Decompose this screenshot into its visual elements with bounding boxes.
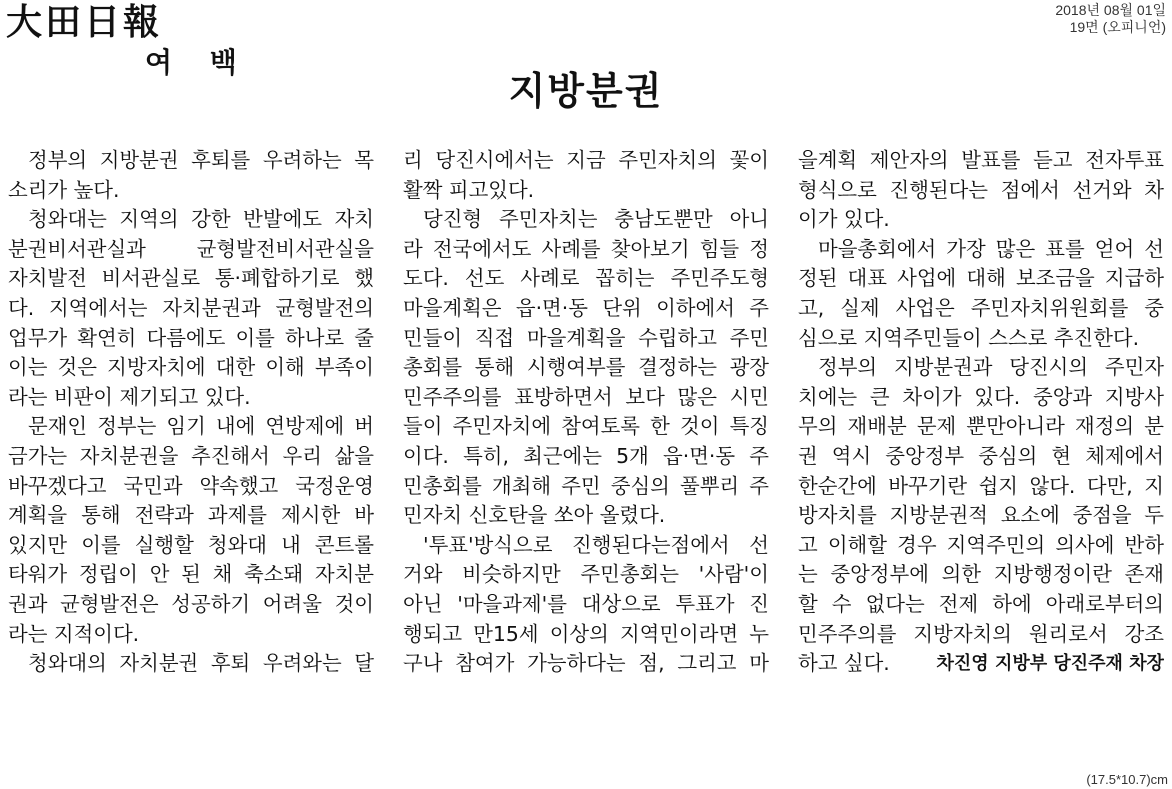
text-line: 자치발전 비서관실로 통·폐합하기로 했: [8, 266, 374, 291]
text-line: 리 당진시에서는 지금 주민자치의 꽃이: [403, 148, 769, 172]
text-line: 할 수 없다는 전제 하에 아래로부터의: [798, 591, 1164, 616]
closing-text: 하고 싶다.: [798, 651, 890, 676]
text-line: 금가는 자치분권을 추진해서 우리 삶을: [8, 443, 374, 468]
text-line: 치에는 큰 차이가 있다. 중앙과 지방사: [798, 384, 1164, 409]
text-line: 정부의 지방분권 후퇴를 우려하는 목: [28, 148, 374, 172]
text-line: 민주주의를 표방하면서 보다 많은 시민: [403, 384, 769, 409]
article-headline: 지방분권: [508, 69, 664, 113]
closing-line: [798, 649, 1164, 679]
page-info: 19면 (오피니언): [1069, 19, 1166, 35]
newspaper-logo: 大田日報: [6, 1, 163, 43]
text-line: 민자치 신호탄을 쏘아 올렸다.: [403, 503, 666, 528]
text-line: 다. 지역에서는 자치분권과 균형발전의: [8, 295, 374, 320]
text-line: 있지만 이를 실행할 청와대 내 콘트롤: [8, 532, 374, 557]
author-byline: 차진영 지방부 당진주재 차장: [936, 653, 1164, 675]
text-line: 이는 것은 지방자치에 대한 이해 부족이: [8, 355, 374, 380]
text-line: 행되고 만15세 이상의 지역민이라면 누: [403, 621, 769, 646]
text-line: 마을계획은 읍·면·동 단위 이하에서 주: [403, 295, 769, 320]
article-meta: [1055, 2, 1166, 36]
text-line: 업무가 확연히 다름에도 이를 하나로 줄: [8, 325, 374, 350]
text-line: 고 이해할 경우 지역주민의 의사에 반하: [798, 532, 1164, 557]
publish-date: 2018년 08월 01일: [1055, 2, 1166, 18]
text-line: 고, 실제 사업은 주민자치위원회를 중: [798, 295, 1164, 320]
section-title: 여 백: [145, 46, 251, 79]
text-line: 민총회를 개최해 주민 중심의 풀뿌리 주: [403, 473, 769, 498]
text-line: 타워가 정립이 안 된 채 축소돼 자치분: [8, 562, 374, 587]
text-line: 을계획 제안자의 발표를 듣고 전자투표: [798, 148, 1164, 172]
text-line: 도다. 선도 사례로 꼽히는 주민주도형: [403, 266, 769, 291]
text-line: '투표'방식으로 진행된다는점에서 선: [423, 532, 769, 557]
text-line: 한순간에 바꾸기란 쉽지 않다. 다만, 지: [798, 473, 1164, 498]
text-line: 소리가 높다.: [8, 177, 120, 202]
text-line: 라는 지적이다.: [8, 621, 140, 646]
article-size-note: (17.5*10.7)cm: [1086, 772, 1168, 787]
text-line: 계획을 통해 전략과 과제를 제시한 바: [8, 503, 374, 528]
text-line: 심으로 지역주민들이 스스로 추진한다.: [798, 325, 1140, 350]
text-line: 문재인 정부는 임기 내에 연방제에 버: [28, 414, 374, 439]
text-line: 들이 주민자치에 참여토록 한 것이 특징: [403, 414, 769, 439]
text-line: 방자치를 지방분권적 요소에 중점을 두: [798, 503, 1164, 528]
text-line: 권 역시 중앙정부 중심의 현 체제에서: [798, 443, 1164, 468]
text-line: 민주주의를 지방자치의 원리로서 강조: [798, 621, 1164, 646]
text-line: 형식으로 진행된다는 점에서 선거와 차: [798, 177, 1164, 202]
text-line: 정부의 지방분권과 당진시의 주민자: [818, 355, 1164, 380]
article-column-1: [8, 146, 374, 679]
text-line: 정된 대표 사업에 대해 보조금을 지급하: [798, 266, 1164, 291]
text-line: 총회를 통해 시행여부를 결정하는 광장: [403, 355, 769, 380]
article-column-3: [798, 146, 1164, 679]
text-line: 아닌 '마을과제'를 대상으로 투표가 진: [403, 591, 769, 616]
text-line: 권과 균형발전은 성공하기 어려울 것이: [8, 591, 374, 616]
text-line: 는 중앙정부에 의한 지방행정이란 존재: [798, 562, 1164, 587]
text-line: 청와대는 지역의 강한 반발에도 자치: [28, 207, 374, 232]
text-line: 마을총회에서 가장 많은 표를 얻어 선: [818, 236, 1164, 261]
text-line: 청와대의 자치분권 후퇴 우려와는 달: [28, 651, 374, 676]
text-line: 당진형 주민자치는 충남도뿐만 아니: [423, 207, 769, 232]
text-line: 거와 비슷하지만 주민총회는 '사람'이: [403, 562, 769, 587]
text-line: 활짝 피고있다.: [403, 177, 535, 202]
text-line: 무의 재배분 문제 뿐만아니라 재정의 분: [798, 414, 1164, 439]
text-line: 이가 있다.: [798, 207, 890, 232]
article-column-2: [403, 146, 769, 679]
text-line: 바꾸겠다고 국민과 약속했고 국정운영: [8, 473, 374, 498]
text-line: 민들이 직접 마을계획을 수립하고 주민: [403, 325, 769, 350]
text-line: 구나 참여가 가능하다는 점, 그리고 마: [403, 651, 769, 676]
text-line: 라는 비판이 제기되고 있다.: [8, 384, 251, 409]
text-line: 분권비서관실과 균형발전비서관실을: [8, 236, 374, 261]
text-line: 라 전국에서도 사례를 찾아보기 힘들 정: [403, 236, 769, 261]
text-line: 이다. 특히, 최근에는 5개 읍·면·동 주: [403, 443, 769, 468]
